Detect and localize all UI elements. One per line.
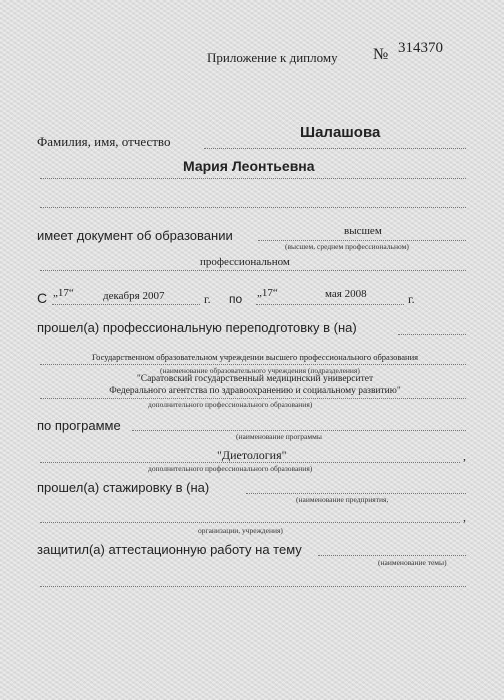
internship-line-2 <box>40 522 460 523</box>
institution-line-1: Государственном образовательном учреждении высшего профессионального образования <box>91 352 419 362</box>
period-year-suffix-end: г. <box>408 292 415 306</box>
period-day-end: „17“ <box>257 287 278 299</box>
institution-line-2: "Саратовский государственный медицинский университет <box>136 374 374 384</box>
thesis-label: защитил(а) аттестационную работу на тему <box>37 542 302 557</box>
number-sign: № <box>373 46 389 63</box>
fio-label: Фамилия, имя, отчество <box>37 134 171 149</box>
internship-hint-1: (наименование предприятия, <box>296 495 389 504</box>
institution-rule-2 <box>40 398 466 399</box>
program-value: "Диетология" <box>217 448 287 462</box>
program-label: по программе <box>37 418 121 433</box>
period-month-start: декабря 2007 <box>103 290 165 302</box>
fio-name: Мария Леонтьевна <box>183 158 315 174</box>
fio-surname: Шалашова <box>300 124 381 141</box>
fio-line <box>204 148 466 149</box>
retraining-label: прошел(а) профессиональную переподготовку в (на) <box>37 320 357 335</box>
period-day-start: „17“ <box>53 287 74 299</box>
thesis-line <box>318 555 466 556</box>
program-hint-2: дополнительного профессионального образования) <box>148 464 313 473</box>
education-line-2 <box>40 270 466 271</box>
internship-hint-2: организации, учреждения) <box>198 526 283 535</box>
internship-comma: , <box>463 510 466 524</box>
diploma-number: 314370 <box>398 40 443 56</box>
institution-line-3: Федерального агентства по здравоохранению и социальному развитию" <box>109 386 401 396</box>
document-title: Приложение к диплому <box>207 50 338 65</box>
period-month-end: мая 2008 <box>325 288 367 300</box>
education-line <box>258 240 466 241</box>
institution-hint-2: дополнительного профессионального образования) <box>148 400 313 409</box>
fio-line-3 <box>40 207 466 208</box>
institution-rule-1 <box>40 364 466 365</box>
period-from-label: С <box>37 290 48 306</box>
retraining-line <box>398 334 466 335</box>
education-value-2: профессиональном <box>200 256 290 268</box>
period-line-end <box>256 304 404 305</box>
internship-label: прошел(а) стажировку в (на) <box>37 480 210 495</box>
fio-line-2 <box>40 178 466 179</box>
thesis-line-2 <box>40 586 466 587</box>
education-label: имеет документ об образовании <box>37 228 233 243</box>
period-year-suffix-start: г. <box>204 292 211 306</box>
program-line-2 <box>40 462 460 463</box>
program-comma: , <box>463 449 466 463</box>
period-to-label: по <box>229 292 243 306</box>
program-hint-1: (наименование программы <box>236 432 322 441</box>
education-hint: (высшем, среднем профессиональном) <box>285 242 409 251</box>
program-line <box>132 430 466 431</box>
thesis-hint: (наименование темы) <box>378 558 447 567</box>
internship-line <box>246 493 466 494</box>
institution-hint-1: (наименование образовательного учреждения (подразделения) <box>160 366 360 375</box>
period-line-start <box>52 304 200 305</box>
education-value: высшем <box>344 225 382 237</box>
